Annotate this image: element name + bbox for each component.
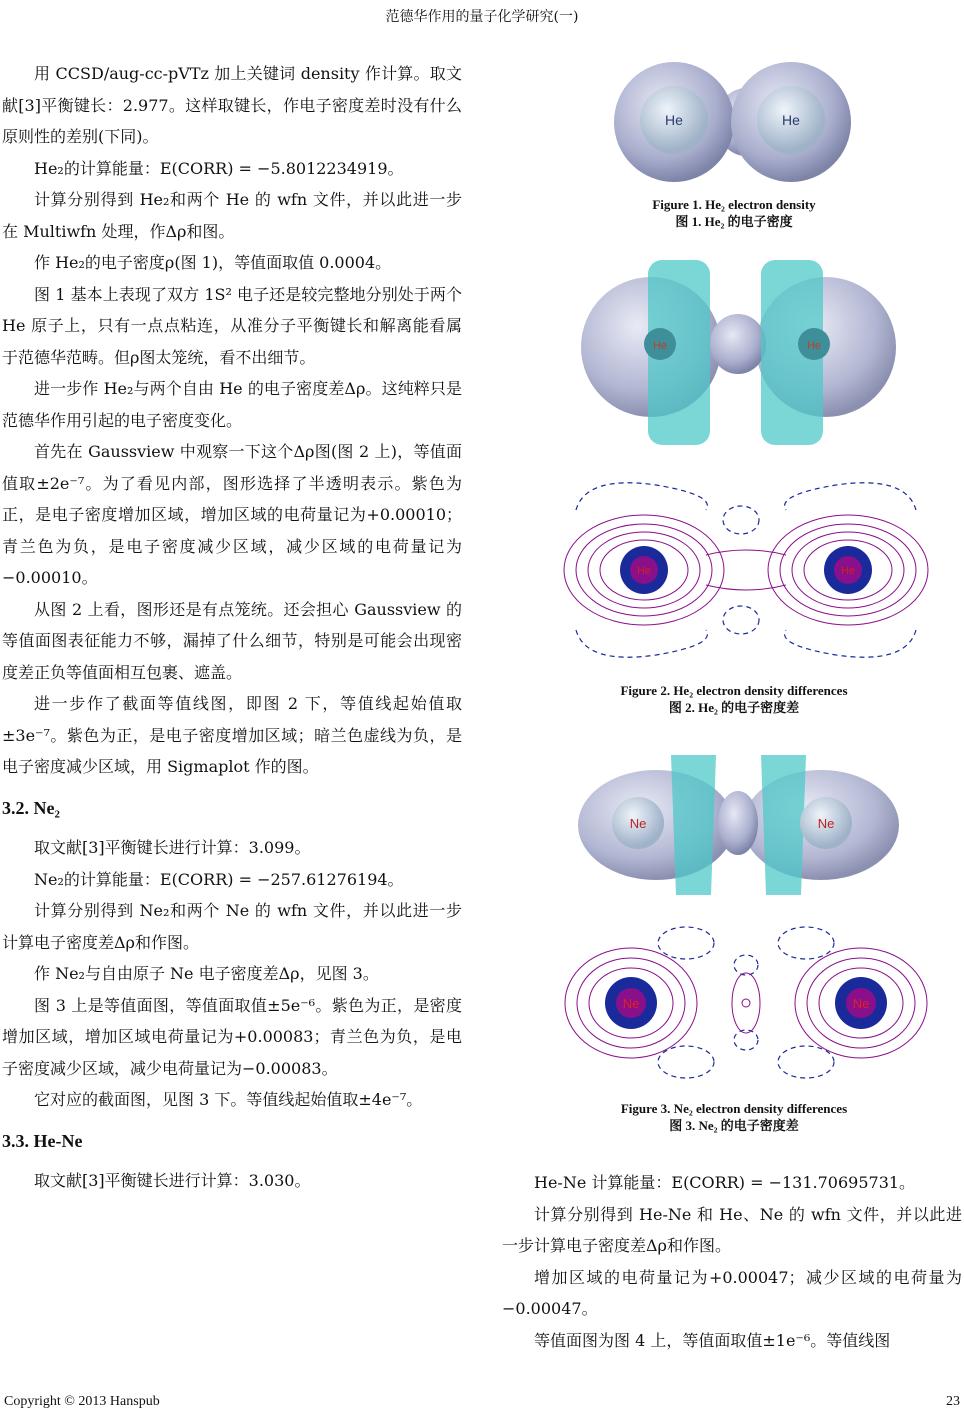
paragraph: 它对应的截面图，见图 3 下。等值线起始值取±4e⁻⁷。 xyxy=(34,1090,423,1109)
figure-2-contour xyxy=(556,470,936,670)
paragraph: 用 CCSD/aug-cc-pVTz 加上关键词 density 作计算。取文献[3]平衡键长：2.977。这样取键长，作电子密度差时没有什么原则性的差别(下同)。 xyxy=(2,64,462,146)
caption-zh: 图 3. Ne₂ 的电子密度差 xyxy=(669,1118,799,1133)
atom-label: He xyxy=(636,565,652,577)
paragraph: 从图 2 上看，图形还是有点笼统。还会担心 Gaussview 的等值面图表征能力不够，漏掉了什么细节，特别是可能会出现密度差正负等值面相互包裹、遮盖。 xyxy=(2,599,462,682)
running-header: 范德华作用的量子化学研究(一) xyxy=(385,9,579,25)
atom-label: He xyxy=(782,112,800,128)
atom-label: Ne xyxy=(852,996,870,1011)
atom-label: Ne xyxy=(629,816,647,831)
figure-3-isosurface xyxy=(556,745,936,905)
atom-label: Ne xyxy=(817,816,835,831)
paragraph: 图 1 基本上表现了双方 1S² 电子还是较完整地分别处于两个 He 原子上，只有一点点粘连，从准分子平衡键长和解离能看属于范德华范畴。但ρ图太笼统，看不出细节。 xyxy=(2,284,462,367)
section-heading-3-2: 3.2. Ne₂ xyxy=(2,797,60,818)
figure-1-caption xyxy=(506,196,962,230)
paragraph: Ne₂的计算能量：E(CORR) = −257.61276194。 xyxy=(34,869,404,889)
paragraph: He-Ne 计算能量：E(CORR) = −131.70695731。 xyxy=(534,1173,916,1192)
paragraph: 图 3 上是等值面图，等值面取值±5e⁻⁶。紫色为正，是密度增加区域，增加区域电荷量记为+0.00083；青兰色为负，是电子密度减少区域，减少电荷量记为−0.00083。 xyxy=(2,995,462,1078)
figure-3-contour xyxy=(556,915,936,1090)
figure-2-caption xyxy=(506,682,962,716)
paragraph: 进一步作 He₂与两个自由 He 的电子密度差Δρ。这纯粹只是范德华作用引起的电子密度变化。 xyxy=(2,379,462,430)
caption-zh: 图 2. He₂ 的电子密度差 xyxy=(668,700,800,715)
atom-label: He xyxy=(840,565,856,577)
atom-label: He xyxy=(665,112,683,128)
atom-label: He xyxy=(806,340,822,352)
atom-label: He xyxy=(652,340,668,352)
paragraph: 作 Ne₂与自由原子 Ne 电子密度差Δρ，见图 3。 xyxy=(34,964,379,983)
figure-2-isosurface xyxy=(556,252,936,452)
caption-zh: 图 1. He₂ 的电子密度 xyxy=(675,214,793,229)
paragraph: 作 He₂的电子密度ρ(图 1)，等值面取值 0.0004。 xyxy=(34,253,392,272)
figure-3-caption xyxy=(506,1100,962,1134)
paragraph: 计算分别得到 Ne₂和两个 Ne 的 wfn 文件，并以此进一步计算电子密度差Δρ和作图。 xyxy=(2,901,462,952)
paragraph: 等值面图为图 4 上，等值面取值±1e⁻⁶。等值线图 xyxy=(534,1330,891,1350)
copyright: Copyright © 2013 Hanspub xyxy=(4,1394,160,1409)
paragraph: 增加区域的电荷量记为+0.00047；减少区域的电荷量为−0.00047。 xyxy=(502,1267,962,1318)
figure-1-isosurface xyxy=(556,60,936,190)
page-number: 23 xyxy=(946,1394,960,1409)
paragraph: 进一步作了截面等值线图，即图 2 下，等值线起始值取±3e⁻⁷。紫色为正，是电子密度增加区域；暗兰色虚线为负，是电子密度减少区域，用 Sigmaplot 作的图。 xyxy=(2,694,462,776)
paragraph: 取文献[3]平衡键长进行计算：3.030。 xyxy=(34,1171,311,1190)
atom-label: Ne xyxy=(622,996,640,1011)
paragraph: He₂的计算能量：E(CORR) = −5.8012234919。 xyxy=(34,158,404,178)
paragraph: 计算分别得到 He-Ne 和 He、Ne 的 wfn 文件，并以此进一步计算电子密度差Δρ和作图。 xyxy=(502,1204,962,1255)
paragraph: 首先在 Gaussview 中观察一下这个Δρ图(图 2 上)，等值面值取±2e⁻⁷。为了看见内部，图形选择了半透明表示。紫色为正，是电子密度增加区域，增加区域的电荷量记为+0.00010；青兰色为负，是电子密度减少区域，减少区域的电荷量记为−0.00010。 xyxy=(2,442,462,587)
caption-en: Figure 1. He₂ electron density xyxy=(652,197,816,212)
section-heading-3-3: 3.3. He-Ne xyxy=(2,1130,83,1151)
right-column-text xyxy=(502,1167,962,1356)
left-column xyxy=(2,58,462,1197)
caption-en: Figure 2. He₂ electron density differences xyxy=(620,683,848,698)
paragraph: 取文献[3]平衡键长进行计算：3.099。 xyxy=(34,838,311,857)
paragraph: 计算分别得到 He₂和两个 He 的 wfn 文件，并以此进一步在 Multiwfn 处理，作Δρ和图。 xyxy=(2,190,462,241)
caption-en: Figure 3. Ne₂ electron density differences xyxy=(620,1101,848,1116)
